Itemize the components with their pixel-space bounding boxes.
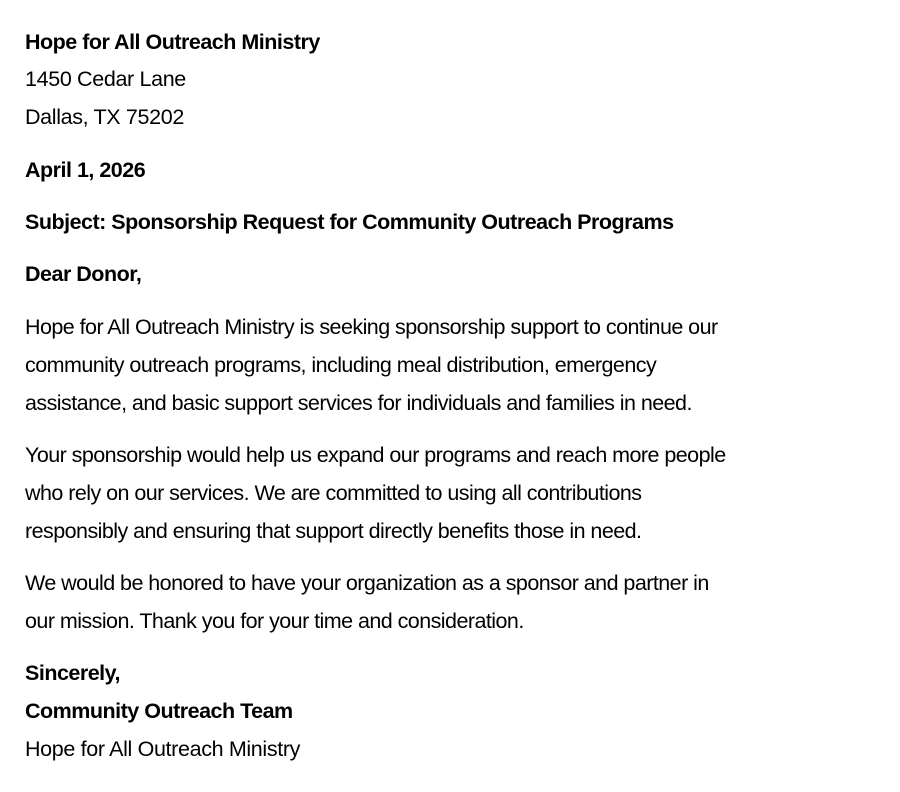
paragraph-line: who rely on our services. We are committed to using all contributions <box>25 481 642 505</box>
paragraph-line: community outreach programs, including meal distribution, emergency <box>25 353 657 377</box>
letter-date: April 1, 2026 <box>25 158 146 182</box>
sender-address-line1: 1450 Cedar Lane <box>25 67 186 91</box>
paragraph-line: Your sponsorship would help us expand our programs and reach more people <box>25 443 726 467</box>
salutation: Dear Donor, <box>25 262 142 286</box>
closing: Sincerely, <box>25 661 120 685</box>
paragraph-line: We would be honored to have your organization as a sponsor and partner in <box>25 571 709 595</box>
sender-address-line2: Dallas, TX 75202 <box>25 105 184 129</box>
signature-team: Community Outreach Team <box>25 699 293 723</box>
paragraph-line: our mission. Thank you for your time and consideration. <box>25 609 524 633</box>
signature-organization: Hope for All Outreach Ministry <box>25 737 301 761</box>
sender-name: Hope for All Outreach Ministry <box>25 30 320 54</box>
letter-subject: Subject: Sponsorship Request for Community Outreach Programs <box>25 210 674 234</box>
paragraph-line: responsibly and ensuring that support directly benefits those in need. <box>25 519 642 543</box>
paragraph-line: assistance, and basic support services for individuals and families in need. <box>25 391 692 415</box>
paragraph-line: Hope for All Outreach Ministry is seeking sponsorship support to continue our <box>25 315 718 339</box>
